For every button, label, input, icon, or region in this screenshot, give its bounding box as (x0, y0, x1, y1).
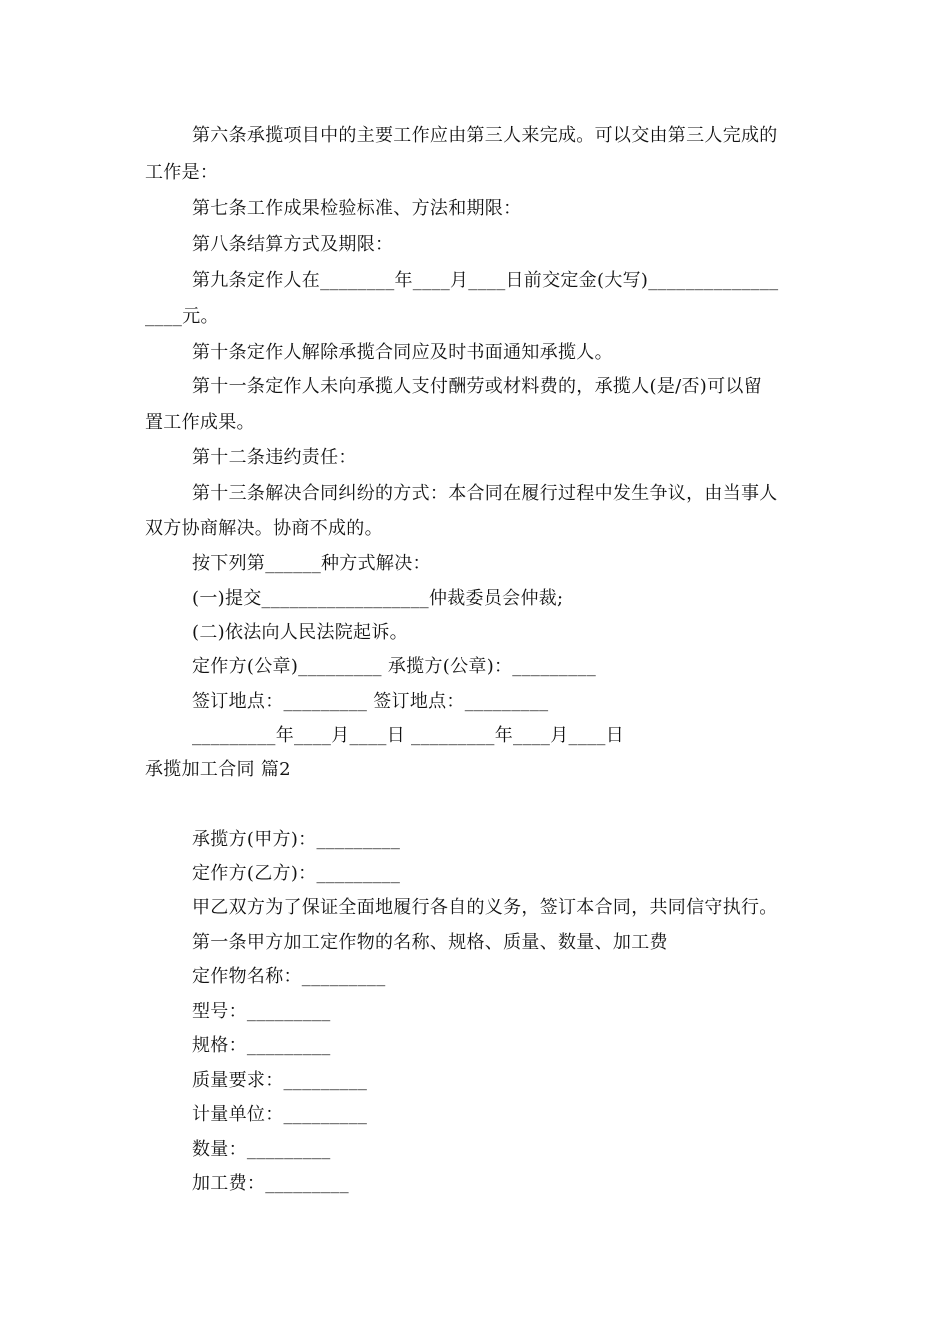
article-13-line-2: 双方协商解决。协商不成的。 (145, 518, 383, 539)
field-quantity: 数量：_________ (192, 1139, 331, 1160)
section-heading: 承揽加工合同 篇2 (145, 759, 291, 780)
field-fee: 加工费：_________ (192, 1173, 349, 1194)
article-7: 第七条工作成果检验标准、方法和期限： (192, 198, 522, 219)
signing-place-line: 签订地点：_________ 签订地点：_________ (192, 691, 549, 712)
party-a-line: 承揽方(甲方)：_________ (192, 829, 401, 850)
option-arbitration: (一)提交__________________仲裁委员会仲裁; (192, 588, 564, 609)
article-12: 第十二条违约责任： (192, 447, 357, 468)
article-6-line-1: 第六条承揽项目中的主要工作应由第三人来完成。可以交由第三人完成的 (192, 125, 778, 146)
article-10: 第十条定作人解除承揽合同应及时书面通知承揽人。 (192, 342, 613, 363)
article-8: 第八条结算方式及期限： (192, 234, 394, 255)
article-13-line-1: 第十三条解决合同纠纷的方式：本合同在履行过程中发生争议，由当事人 (192, 483, 778, 504)
field-unit: 计量单位：_________ (192, 1104, 368, 1125)
article-9-line-1: 第九条定作人在________年____月____日前交定金(大写)______________ (192, 270, 779, 291)
seal-line: 定作方(公章)_________ 承揽方(公章)：_________ (192, 656, 597, 677)
article-6-line-2: 工作是： (145, 162, 219, 183)
option-court: (二)依法向人民法院起诉。 (192, 622, 408, 643)
article-9-line-2: ____元。 (145, 306, 219, 327)
party-b-line: 定作方(乙方)：_________ (192, 863, 401, 884)
signing-date-line: _________年____月____日 _________年____月____日 (192, 725, 625, 746)
resolution-choice: 按下列第______种方式解决： (192, 553, 431, 574)
article-11-line-2: 置工作成果。 (145, 412, 255, 433)
preamble: 甲乙双方为了保证全面地履行各自的义务，签订本合同，共同信守执行。 (192, 897, 778, 918)
field-model: 型号：_________ (192, 1001, 331, 1022)
field-spec: 规格：_________ (192, 1035, 331, 1056)
field-item-name: 定作物名称：_________ (192, 966, 386, 987)
article-1: 第一条甲方加工定作物的名称、规格、质量、数量、加工费 (192, 932, 668, 953)
field-quality: 质量要求：_________ (192, 1070, 368, 1091)
article-11-line-1: 第十一条定作人未向承揽人支付酬劳或材料费的，承揽人(是/否)可以留 (192, 376, 763, 397)
